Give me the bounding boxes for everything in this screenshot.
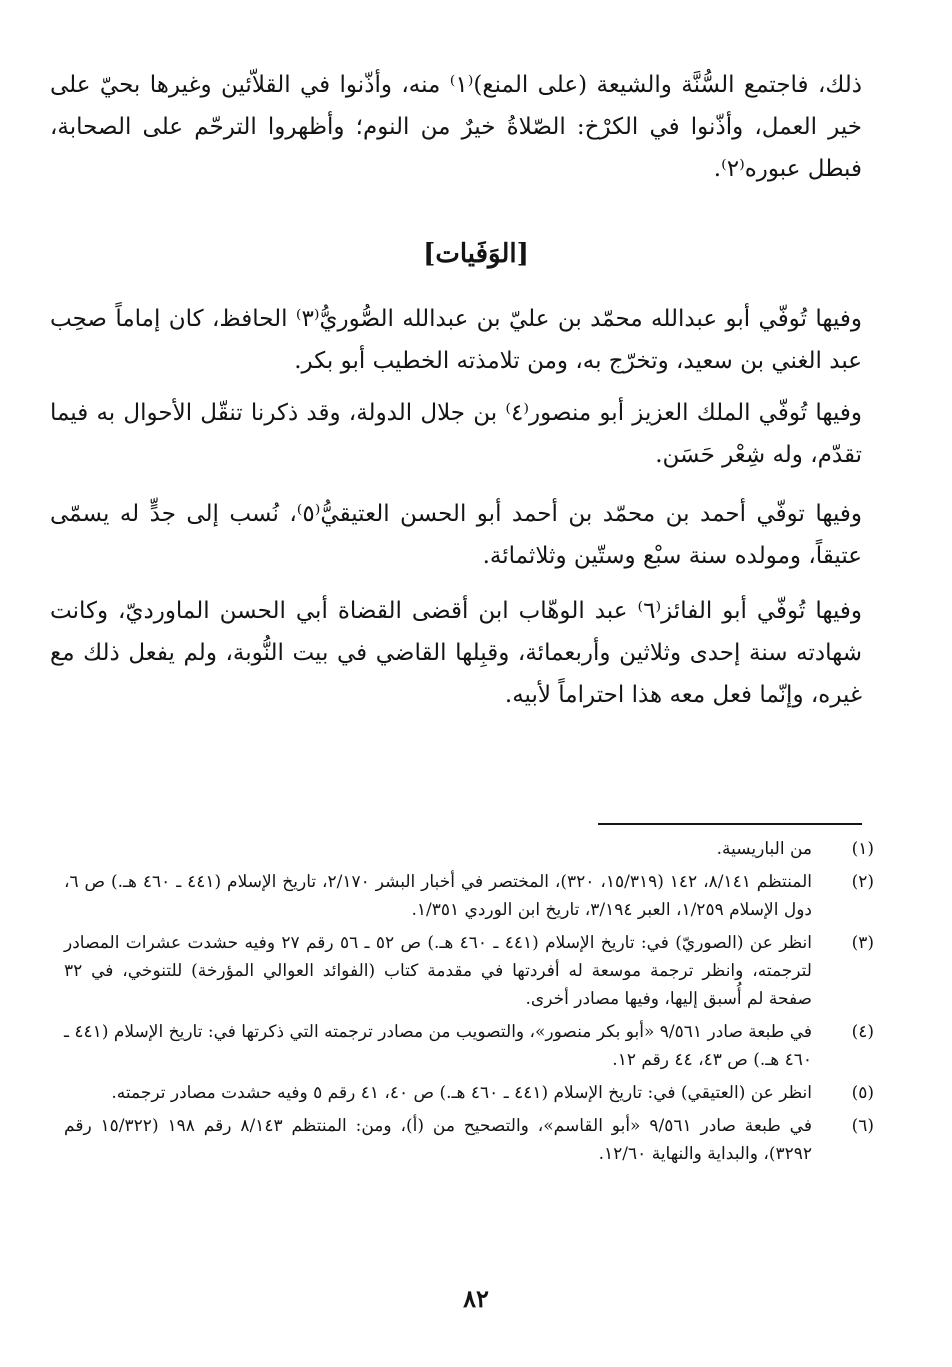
footnote-item (64, 929, 874, 1013)
footnote-number: (١) (851, 839, 874, 859)
footnote-text: انظر عن (العتيقي) في: تاريخ الإسلام (٤٤١ ـ ٤٦٠ هـ.) ص ٤٠، ٤١ رقم ٥ وفيه حشدت مصادر ترجمته. (111, 1083, 812, 1103)
footnote-item (64, 1018, 874, 1074)
entry-text: وفيها تُوفّي أبو عبدالله محمّد بن عليّ بن عبدالله الصُّوريُّ⁽٣⁾ الحافظ، كان إماماً صحِب عبد الغني بن سعيد، وتخرّج به، ومن تلامذته الخطيب أبو بكر. (50, 306, 862, 374)
footnote-text: من الباريسية. (716, 839, 812, 859)
footnote-divider (598, 823, 862, 825)
entry-text: وفيها توفّي أحمد بن محمّد بن أحمد أبو الحسن العتيقيُّ⁽٥⁾، نُسب إلى جدٍّ له يسمّى عتيقاً، ومولده سنة سبْع وستّين وثلاثمائة. (50, 501, 863, 569)
footnote-item (64, 868, 874, 924)
footnote-text: في طبعة صادر ٩/٥٦١ «أبو بكر منصور»، والتصويب من مصادر ترجمته التي ذكرتها في: تاريخ الإسلام (٤٤١ ـ ٤٦٠ هـ.) ص ٤٣، ٤٤ رقم ١٢. (64, 1022, 812, 1070)
footnote-number: (٢) (851, 872, 874, 892)
footnote-text: في طبعة صادر ٩/٥٦١ «أبو القاسم»، والتصحيح من (أ)، ومن: المنتظم ٨/١٤٣ رقم ١٩٨ (١٥/٣٢٢ رقم ٣٢٩٢)، والبداية والنهاية ١٢/٦٠. (64, 1116, 812, 1164)
section-title: [الوَفَيات] (423, 239, 529, 269)
footnote-item (64, 835, 874, 863)
footnote-number: (٣) (851, 933, 874, 953)
entry-text: وفيها تُوفّي أبو الفائز⁽٦⁾ عبد الوهّاب ابن أقضى القضاة أبي الحسن الماورديّ، وكانت شهادته سنة إحدى وثلاثين وأربعمائة، وقبِلها القاضي في بيت النُّوبة، ولم يفعل ذلك مع غيره، وإنّما فعل معه هذا احتراماً لأبيه. (50, 598, 862, 708)
intro-text: ذلك، فاجتمع السُّنَّة والشيعة (على المنع)⁽١⁾ منه، وأذّنوا في القلاّئين وغيرها بحيّ على خير العمل، وأذّنوا في الكرْخ: الصّلاةُ خيرٌ من النوم؛ وأظهروا الترحّم على الصحابة، فبطل عبوره⁽٢⁾. (50, 72, 862, 182)
entry-paragraph (50, 590, 862, 716)
entry-paragraph (50, 298, 862, 382)
footnote-number: (٤) (851, 1022, 874, 1042)
page-number: ٨٢ (463, 1284, 489, 1313)
footnote-number: (٦) (851, 1116, 874, 1136)
entry-paragraph (50, 392, 862, 476)
footnote-text: انظر عن (الصوريّ) في: تاريخ الإسلام (٤٤١ ـ ٤٦٠ هـ.) ص ٥٢ ـ ٥٦ رقم ٢٧ وفيه حشدت عشرات المصادر لترجمته، وانظر ترجمة موسعة له أفردتها في مقدمة كتاب (الفوائد العوالي المؤرخة) للتنوخي، في ٣٢ صفحة لم أُسبق إليها، وفيها مصادر أخرى. (64, 933, 812, 1009)
footnote-text: المنتظم ٨/١٤١، ١٤٢ (١٥/٣١٩، ٣٢٠)، المختصر في أخبار البشر ٢/١٧٠، تاريخ الإسلام (٤٤١ ـ ٤٦٠ هـ.) ص ٦، دول الإسلام ١/٢٥٩، العبر ٣/١٩٤، تاريخ ابن الوردي ١/٣٥١. (64, 872, 813, 920)
footnotes (64, 835, 874, 1173)
footnote-item (64, 1079, 874, 1107)
entry-paragraph (50, 493, 862, 577)
intro-paragraph (50, 64, 862, 190)
footnote-item (64, 1112, 874, 1168)
entry-text: وفيها تُوفّي الملك العزيز أبو منصور⁽٤⁾ بن جلال الدولة، وقد ذكرنا تنقّل الأحوال به فيما تقدّم، وله شِعْر حَسَن. (50, 400, 862, 468)
footnote-number: (٥) (851, 1083, 874, 1103)
